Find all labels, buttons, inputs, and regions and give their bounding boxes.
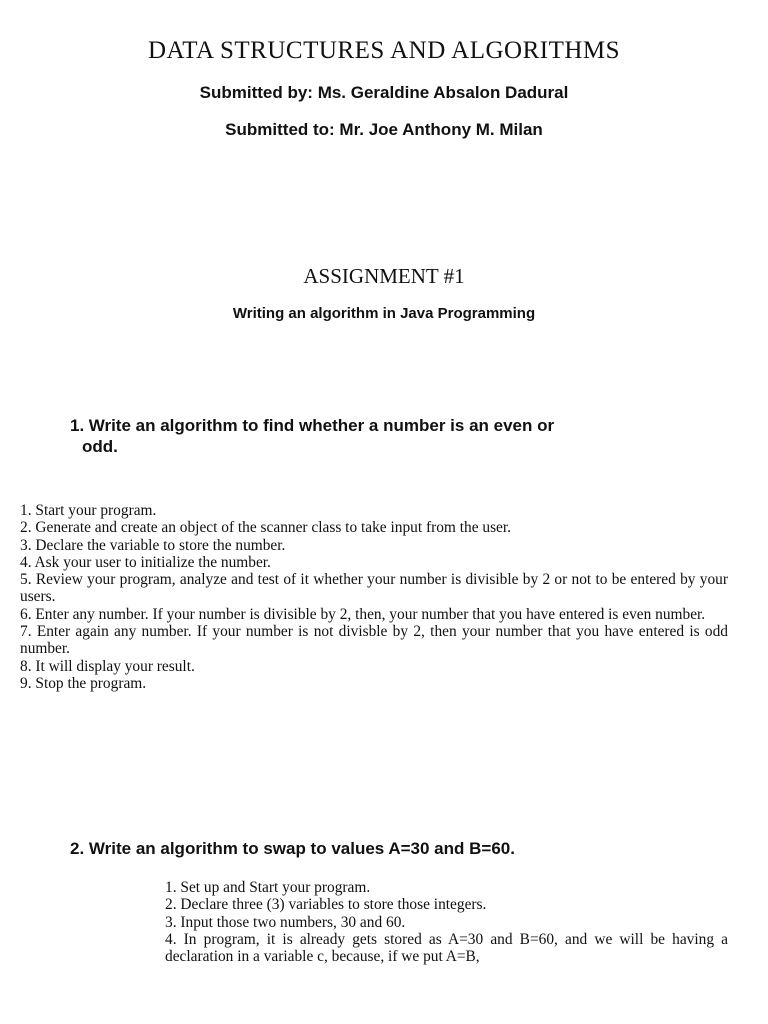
submitted-by: Submitted by: Ms. Geraldine Absalon Dadural [199, 83, 569, 102]
list-item: 2. Declare three (3) variables to store those integers. [165, 896, 487, 914]
list-item: 3. Input those two numbers, 30 and 60. [165, 913, 406, 931]
question-1-number: 1. [70, 416, 85, 435]
list-item: 1. Start your program. [20, 502, 157, 519]
list-item: 3. Declare the variable to store the number. [20, 536, 286, 554]
assignment-subtitle: Writing an algorithm in Java Programming [232, 305, 536, 322]
list-item: 4. In program, it is already gets stored as A=30 and B=60, and we will be having a declaration in a variable c, because, if we put A=B, [165, 930, 728, 966]
list-item: 6. Enter any number. If your number is divisible by 2, then, your number that you have entered is even number. [20, 605, 706, 623]
question-1-line-2: odd. [82, 437, 118, 456]
question-1-line-1 [70, 415, 720, 436]
assignment-heading: ASSIGNMENT #1 [303, 264, 465, 288]
list-item: 8. It will display your result. [20, 657, 195, 675]
question-2-steps [165, 879, 728, 965]
question-2: 2. Write an algorithm to swap to values A=30 and B=60. [70, 839, 515, 858]
list-item: 9. Stop the program. [20, 674, 147, 692]
list-item: 4. Ask your user to initialize the number. [20, 553, 271, 571]
list-item: 2. Generate and create an object of the scanner class to take input from the user. [20, 519, 512, 537]
submitted-to: Submitted to: Mr. Joe Anthony M. Milan [225, 120, 543, 139]
document-title: DATA STRUCTURES AND ALGORITHMS [147, 37, 621, 64]
list-item: 1. Set up and Start your program. [165, 879, 371, 896]
question-1-steps [20, 502, 728, 692]
question-1 [70, 415, 720, 457]
list-item: 7. Enter again any number. If your number is not divisble by 2, then your number that you have entered is odd number. [20, 623, 728, 658]
list-item: 5. Review your program, analyze and test of it whether your number is divisible by 2 or not to be entered by your users. [20, 571, 728, 606]
question-1-text: Write an algorithm to find whether a number is an even or [88, 416, 555, 435]
